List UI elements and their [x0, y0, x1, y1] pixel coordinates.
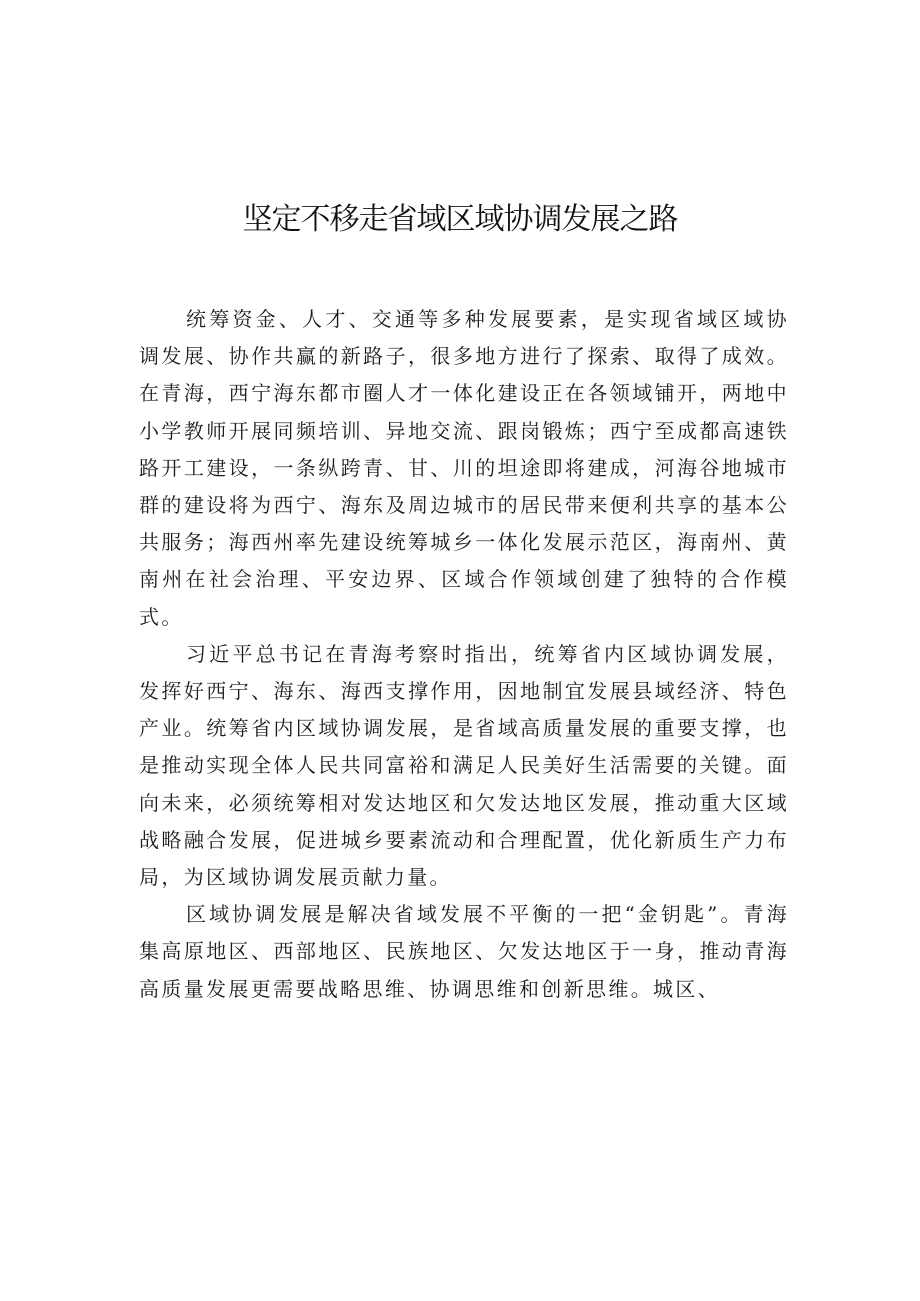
paragraph-2: 习近平总书记在青海考察时指出，统筹省内区域协调发展，发挥好西宁、海东、海西支撑作用，因地制宜发展县域经济、特色产业。统筹省内区域协调发展，是省域高质量发展的重要支撑，也是推动实现全体人民共同富裕和满足人民美好生活需要的关键。面向未来，必须统筹相对发达地区和欠发达地区发展，推动重大区域战略融合发展，促进城乡要素流动和合理配置，优化新质生产力布局，为区域协调发展贡献力量。: [139, 641, 789, 890]
paragraph-1: 统筹资金、人才、交通等多种发展要素，是实现省域区域协调发展、协作共赢的新路子，很多地方进行了探索、取得了成效。在青海，西宁海东都市圈人才一体化建设正在各领域铺开，两地中小学教师开展同频培训、异地交流、跟岗锻炼；西宁至成都高速铁路开工建设，一条纵跨青、甘、川的坦途即将建成，河海谷地城市群的建设将为西宁、海东及周边城市的居民带来便利共享的基本公共服务；海西州率先建设统筹城乡一体化发展示范区，海南州、黄南州在社会治理、平安边界、区域合作领域创建了独特的合作模式。: [139, 307, 789, 629]
document-body: [139, 301, 789, 1008]
document-title: 坚定不移走省域区域协调发展之路: [242, 202, 678, 237]
paragraph-3: 区域协调发展是解决省域发展不平衡的一把“金钥匙”。青海集高原地区、西部地区、民族地区、欠发达地区于一身，推动青海高质量发展更需要战略思维、协调思维和创新思维。城区、: [139, 902, 789, 1001]
